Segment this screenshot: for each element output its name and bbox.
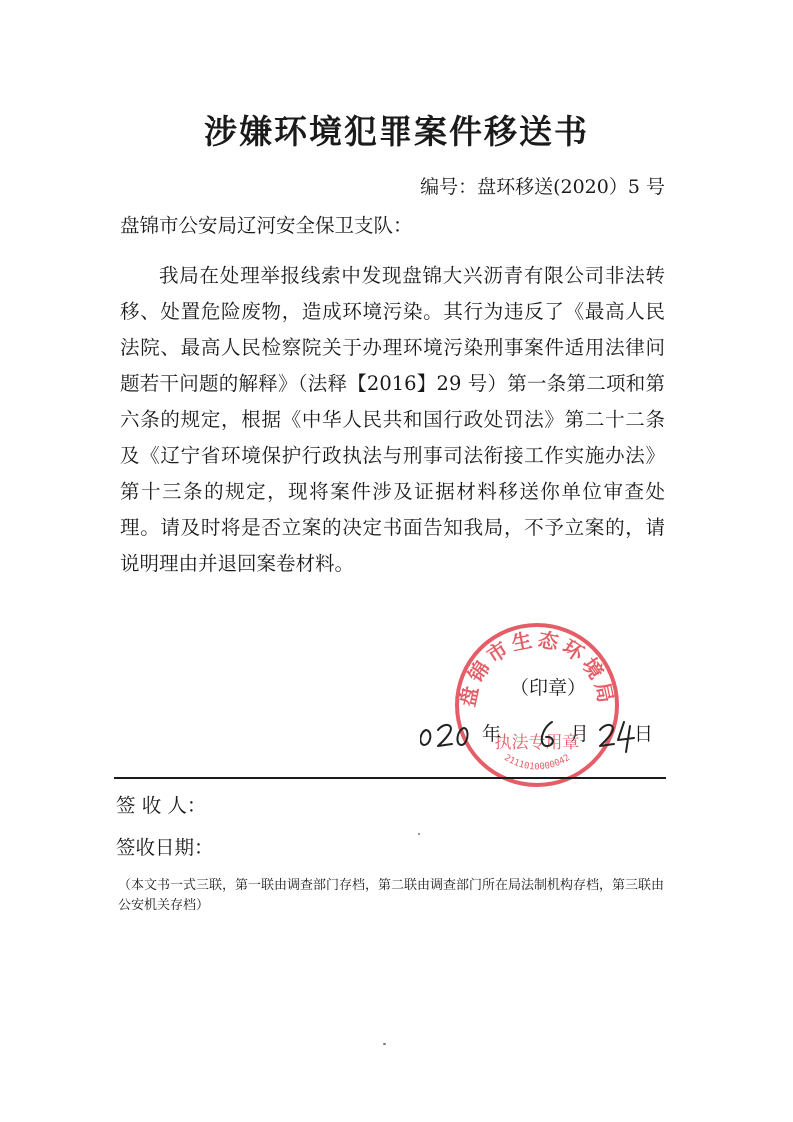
scan-speck [418, 833, 420, 835]
document-title: 涉嫌环境犯罪案件移送书 [204, 112, 589, 151]
seal-label: （印章） [510, 677, 587, 699]
date-year-char: 年 [482, 723, 502, 745]
scan-speck [383, 1043, 386, 1045]
distribution-note: （本文书一式三联，第一联由调查部门存档，第二联由调查部门所在局法制机构存档，第三联由公安机关存档） [118, 878, 665, 913]
receipt-date-field: 签收日期： [116, 836, 214, 859]
handwritten-date-icon [420, 716, 670, 756]
receiver-signature-field: 签 收 人： [116, 794, 207, 817]
signature-date-line [420, 716, 670, 752]
svg-text:盘锦市生态环境局: 盘锦市生态环境局 [455, 627, 619, 709]
body-paragraph: 我局在处理举报线索中发现盘锦大兴沥青有限公司非法转移、处置危险废物，造成环境污染。其行为违反了《最高人民法院、最高人民检察院关于办理环境污染刑事案件适用法律问题若干问题的解释》（法释【2016】29 号）第一条第二项和第六条的规定，根据《中华人民共和国行政处罚法》第二十二条及《辽宁省环境保护行政执法与刑事司法衔接工作实施办法》第十三条的规定，现将案件涉及证据材料移送你单位审查处理。请及时将是否立案的决定书面告知我局，不予立案的，请说明理由并退回案卷材料。 [120, 264, 665, 575]
date-month-char: 月 [570, 723, 590, 745]
section-divider [114, 777, 666, 779]
official-seal-icon [452, 620, 622, 790]
svg-text:2111010000042: 2111010000042 [502, 753, 572, 773]
date-day-char: 日 [634, 723, 654, 745]
addressee: 盘锦市公安局辽河安全保卫支队： [120, 214, 413, 237]
svg-text:执法专用章: 执法专用章 [494, 733, 580, 753]
document-number: 编号：盘环移送(2020）5 号 [420, 176, 665, 198]
